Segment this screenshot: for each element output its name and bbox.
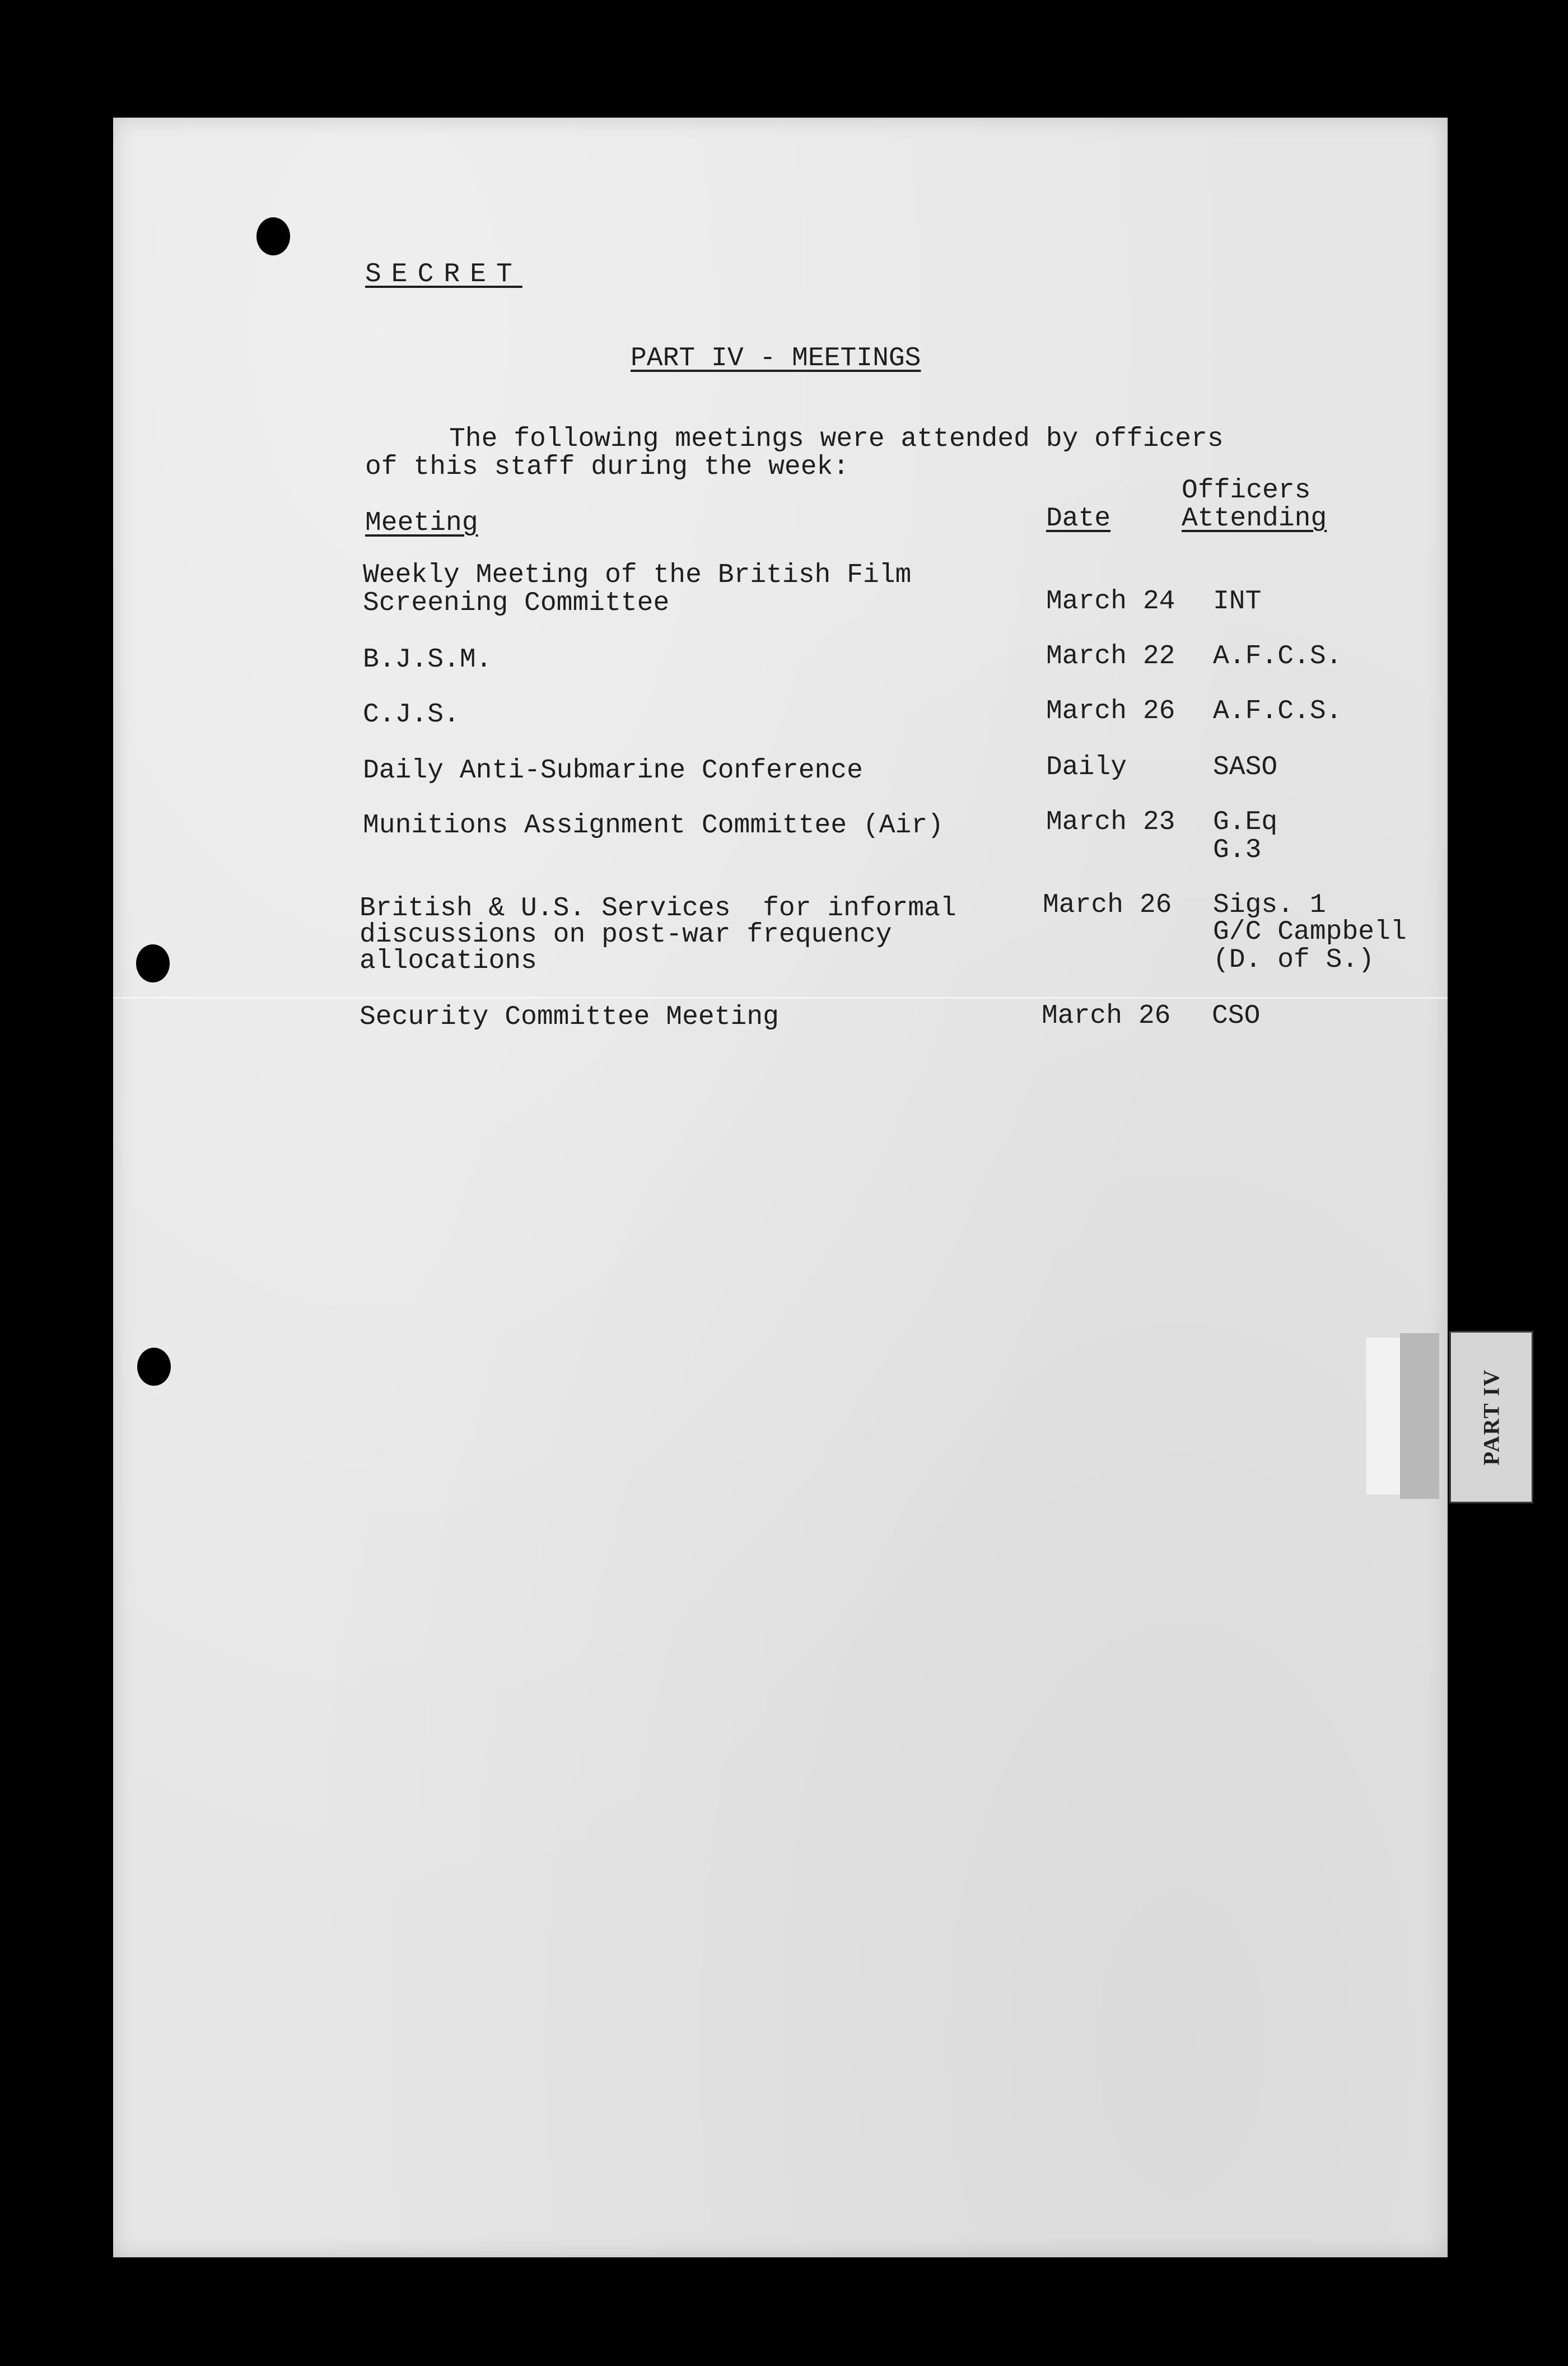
meeting-name: discussions on post-war frequency bbox=[360, 920, 892, 950]
meeting-date: March 26 bbox=[1046, 696, 1175, 726]
officers-attending: Sigs. 1 bbox=[1213, 890, 1326, 920]
punch-hole-bottom bbox=[137, 1348, 171, 1386]
tab-gray-strip bbox=[1400, 1333, 1439, 1499]
meeting-date: Daily bbox=[1046, 752, 1127, 783]
meeting-name: Daily Anti-Submarine Conference bbox=[363, 756, 863, 786]
officers-attending: CSO bbox=[1212, 1001, 1261, 1031]
officers-attending: G/C Campbell bbox=[1213, 917, 1407, 947]
officers-attending: (D. of S.) bbox=[1213, 945, 1375, 975]
column-header-meeting: Meeting bbox=[365, 508, 478, 538]
fold-line bbox=[113, 997, 1448, 999]
officers-attending: A.F.C.S. bbox=[1213, 696, 1342, 726]
classification: SECRET bbox=[365, 259, 522, 290]
intro-line-2: of this staff during the week: bbox=[365, 452, 850, 482]
meeting-date: March 24 bbox=[1046, 586, 1175, 617]
meeting-date: March 22 bbox=[1046, 641, 1175, 672]
meeting-name: Screening Committee bbox=[363, 588, 670, 618]
meeting-date: March 23 bbox=[1046, 807, 1175, 837]
meeting-name: British & U.S. Services for informal bbox=[360, 893, 956, 924]
meeting-name: Security Committee Meeting bbox=[360, 1002, 779, 1032]
intro-line-1: The following meetings were attended by officers bbox=[449, 424, 1224, 454]
page-title: PART IV - MEETINGS bbox=[631, 343, 921, 374]
officers-attending: G.Eq bbox=[1213, 807, 1278, 837]
meeting-name: allocations bbox=[360, 946, 537, 976]
part-tab bbox=[1366, 1331, 1534, 1503]
punch-hole-top bbox=[256, 217, 290, 255]
meeting-name: B.J.S.M. bbox=[363, 645, 492, 675]
tab-label: PART IV bbox=[1478, 1368, 1504, 1466]
officers-attending: SASO bbox=[1213, 752, 1278, 783]
officers-attending: INT bbox=[1213, 586, 1262, 617]
column-header-officers-1: Officers bbox=[1182, 476, 1311, 506]
punch-hole-middle bbox=[136, 944, 170, 982]
meeting-name: Weekly Meeting of the British Film bbox=[363, 560, 912, 590]
meeting-name: C.J.S. bbox=[363, 700, 460, 730]
column-header-officers-2: Attending bbox=[1182, 504, 1327, 534]
meeting-name: Munitions Assignment Committee (Air) bbox=[363, 811, 944, 841]
tab-label-box bbox=[1449, 1331, 1533, 1503]
meeting-date: March 26 bbox=[1042, 1001, 1171, 1031]
column-header-date: Date bbox=[1046, 504, 1111, 534]
meeting-date: March 26 bbox=[1043, 890, 1172, 920]
tab-paper-strip bbox=[1366, 1338, 1400, 1494]
officers-attending: G.3 bbox=[1213, 835, 1262, 865]
officers-attending: A.F.C.S. bbox=[1213, 641, 1342, 672]
